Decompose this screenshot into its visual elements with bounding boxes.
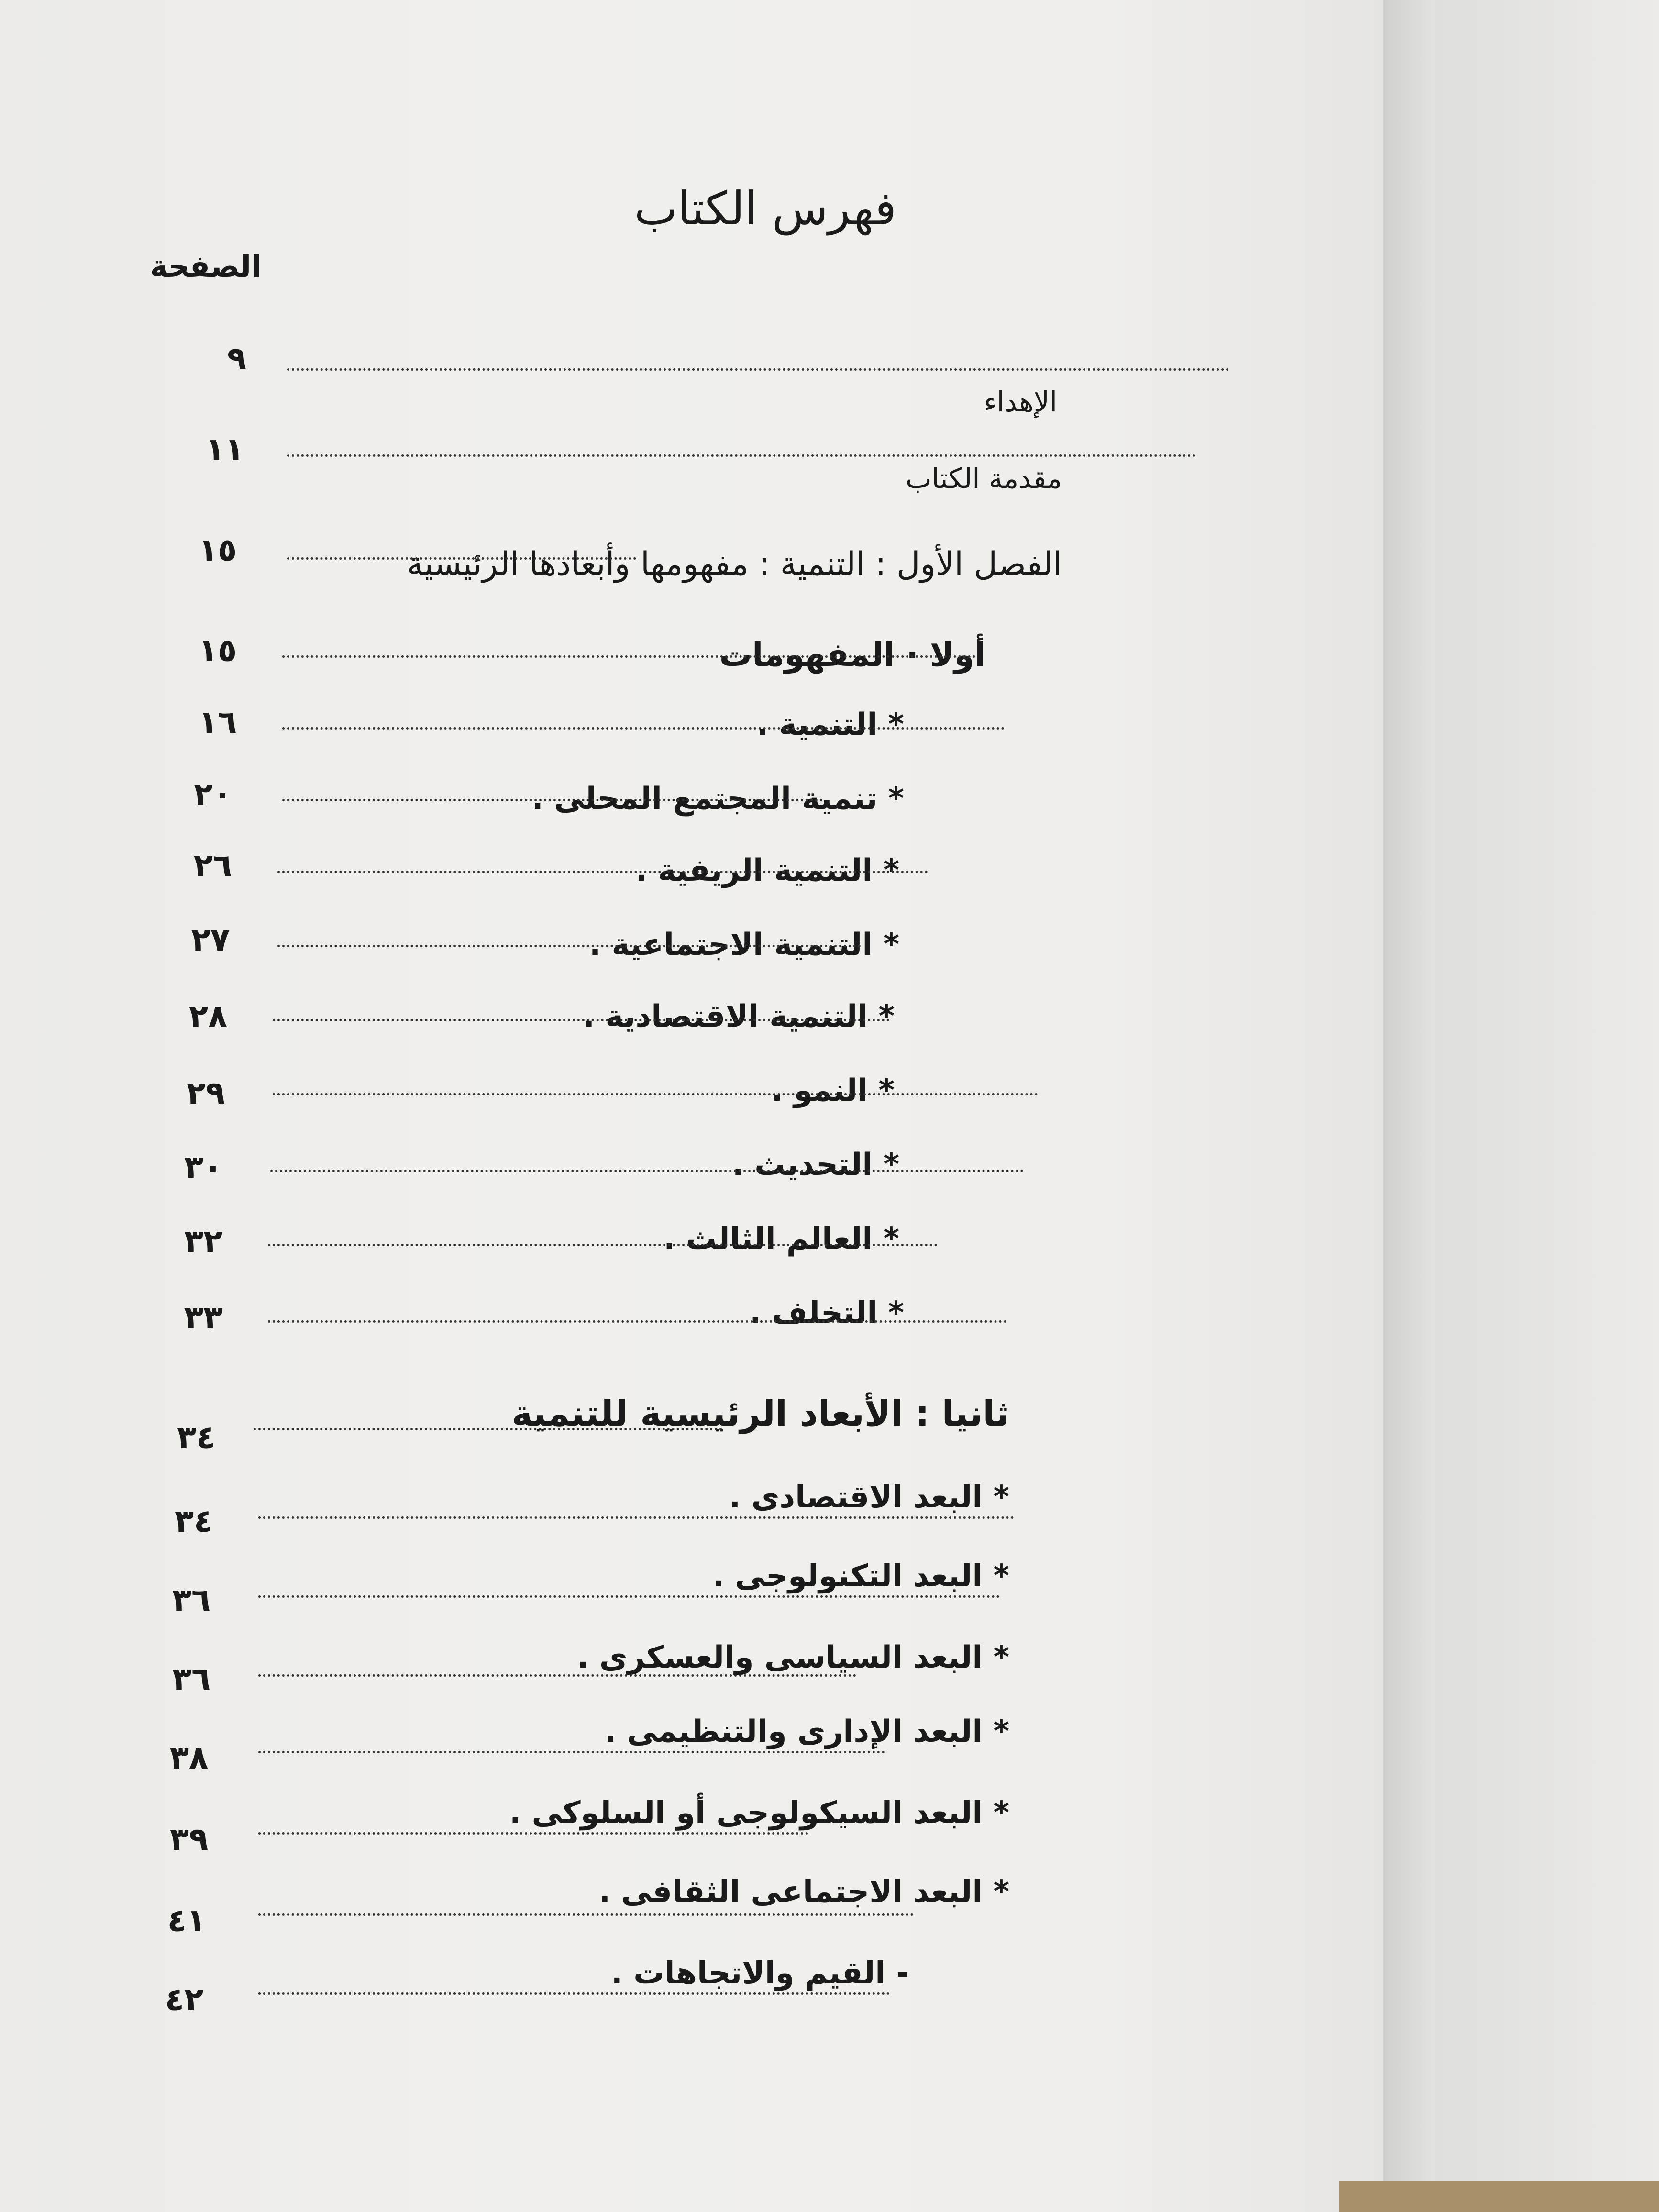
- toc-leader-line: [258, 1516, 1014, 1519]
- toc-page-number: ١١: [205, 431, 244, 468]
- toc-page-number: ٣٤: [177, 1419, 216, 1456]
- toc-page-number: ٣٩: [169, 1821, 209, 1858]
- toc-page-number: ٣٠: [184, 1149, 223, 1185]
- toc-page-number: ٤٢: [165, 1981, 204, 2018]
- toc-leader-line: [282, 655, 976, 658]
- toc-page-number: ٣٦: [172, 1660, 211, 1697]
- chapter-heading: الفصل الأول : التنمية : مفهومها وأبعادها الرئيسية: [407, 545, 1062, 583]
- toc-entry-label: * البعد الإدارى والتنظيمى .: [604, 1714, 1009, 1749]
- toc-leader-line: [287, 368, 1229, 371]
- adjacent-page: [1435, 0, 1659, 2212]
- toc-page-number: ٢٧: [191, 921, 230, 958]
- toc-leader-line: [258, 1913, 914, 1916]
- toc-leader-line: [273, 1019, 890, 1021]
- toc-leader-line: [282, 799, 823, 801]
- toc-entry-label: مقدمة الكتاب: [905, 462, 1062, 495]
- toc-page-number: ٣٨: [169, 1739, 209, 1776]
- toc-entry-label: * البعد السيكولوجى أو السلوكى .: [509, 1795, 1009, 1831]
- toc-page-number: ٣٤: [174, 1503, 213, 1539]
- toc-entry-label: - القيم والاتجاهات .: [611, 1956, 909, 1991]
- toc-leader-line: [258, 1595, 1000, 1598]
- toc-entry-label: * البعد الاقتصادى .: [729, 1480, 1009, 1515]
- page-title: فهرس الكتاب: [634, 182, 897, 235]
- toc-page-number: ٢٨: [188, 998, 228, 1035]
- toc-leader-line: [268, 1320, 1007, 1323]
- toc-page-number: ٣٣: [184, 1299, 223, 1336]
- toc-leader-line: [258, 1992, 890, 1995]
- table-surface: [1339, 2181, 1659, 2212]
- toc-entry-label: * النمو .: [771, 1073, 895, 1108]
- toc-entry-label: * التنمية الاقتصادية .: [583, 999, 895, 1034]
- toc-entry-label: * التنمية الاجتماعية .: [589, 927, 899, 962]
- toc-leader-line: [258, 1674, 856, 1677]
- toc-page-number: ١٥: [198, 632, 237, 669]
- toc-leader-line: [277, 871, 928, 873]
- toc-page-number: ٩: [227, 340, 247, 377]
- toc-leader-line: [273, 1093, 1038, 1095]
- toc-leader-line: [282, 727, 1005, 730]
- toc-page-number: ٣٦: [172, 1582, 211, 1618]
- toc-leader-line: [270, 1170, 1024, 1172]
- page-column-header: الصفحة: [150, 249, 262, 284]
- toc-entry-label: * التنمية .: [756, 707, 904, 742]
- toc-entry-label: * التحديث .: [732, 1147, 899, 1183]
- toc-entry-label: * البعد التكنولوجى .: [712, 1559, 1009, 1594]
- toc-page-number: ٤١: [167, 1902, 206, 1939]
- toc-entry-label: * التخلف .: [750, 1295, 904, 1331]
- toc-leader-line: [258, 1751, 885, 1753]
- section-heading: أولا · المفهومات: [719, 636, 985, 674]
- toc-leader-line: [287, 454, 1196, 457]
- toc-entry-label: الإهداء: [984, 386, 1057, 418]
- toc-entry-label: * العالم الثالث .: [664, 1221, 899, 1257]
- toc-leader-line: [277, 945, 861, 947]
- toc-page-number: ٢٦: [193, 847, 232, 884]
- toc-page-number: ١٦: [198, 704, 237, 741]
- toc-entry-label: * تنمية المجتمع المحلى .: [531, 781, 904, 817]
- page-edge-shadow: [1382, 0, 1435, 2212]
- toc-entry-label: * البعد السياسى والعسكرى .: [577, 1640, 1009, 1675]
- section-heading: ثانيا : الأبعاد الرئيسية للتنمية: [511, 1393, 1009, 1434]
- toc-leader-line: [258, 1832, 808, 1835]
- toc-entry-label: * البعد الاجتماعى الثقافى .: [598, 1874, 1009, 1910]
- toc-page-number: ٢٠: [193, 775, 232, 812]
- toc-page-number: ٣٢: [184, 1223, 223, 1260]
- toc-leader-line: [287, 557, 636, 560]
- toc-leader-line: [254, 1428, 722, 1430]
- toc-leader-line: [268, 1244, 938, 1246]
- toc-page-number: ١٥: [198, 531, 237, 568]
- toc-entry-label: * التنمية الريفية .: [635, 853, 899, 888]
- toc-page-number: ٢٩: [186, 1074, 225, 1111]
